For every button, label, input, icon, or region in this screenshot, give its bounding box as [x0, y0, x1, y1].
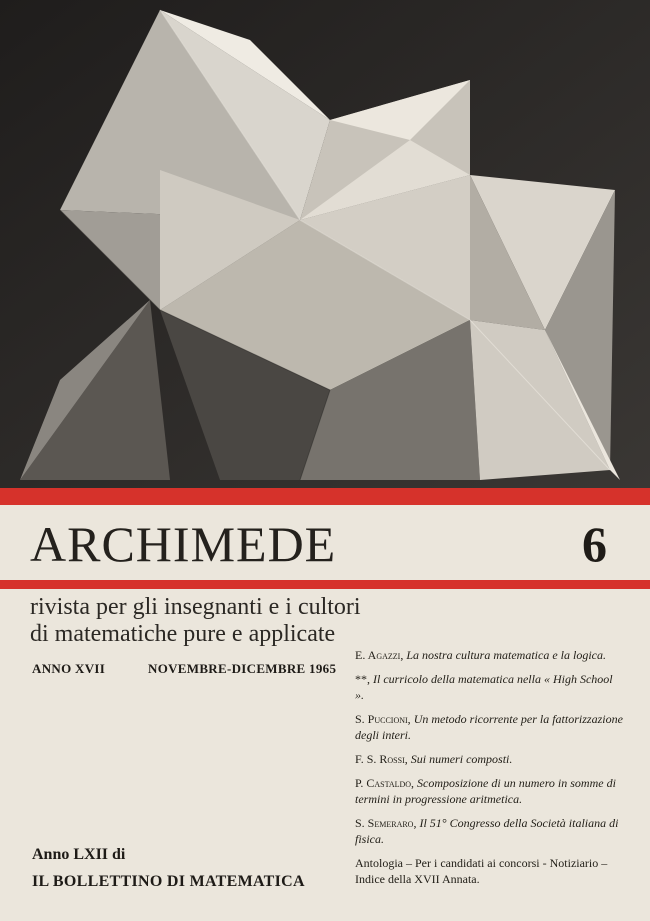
entry-author: P. Castaldo, [355, 776, 415, 790]
top-red-band [0, 488, 650, 505]
magazine-subtitle [30, 594, 360, 648]
subtitle-line-2: di matematiche pure e applicate [30, 621, 336, 647]
contents-entry [355, 775, 623, 807]
entry-title: La nostra cultura matematica e la logica. [403, 648, 606, 662]
contents-entry [355, 647, 623, 663]
entry-title: Sui numeri composti. [407, 752, 513, 766]
entry-title: Il curricolo della matematica nella « High School ». [355, 672, 613, 702]
issue-date: NOVEMBRE-DICEMBRE 1965 [148, 661, 337, 676]
entry-title: Il 51° Congresso della Società italiana di fisica. [355, 816, 619, 846]
entry-title: Un metodo ricorrente per la fattorizzazione degli interi. [355, 712, 623, 742]
issue-number: 6 [582, 516, 607, 572]
magazine-title: ARCHIMEDE [30, 516, 337, 572]
middle-red-band [0, 580, 650, 589]
table-of-contents [355, 647, 623, 895]
contents-entry [355, 815, 623, 847]
entry-author: F. S. Rossi, [355, 752, 408, 766]
entry-author: **, [355, 672, 370, 686]
entry-title: Scomposizione di un numero in somme di termini in progressione aritmetica. [355, 776, 616, 806]
entry-author: S. Puccioni, [355, 712, 411, 726]
contents-entry-misc [355, 855, 623, 887]
footer-bollettino: IL BOLLETTINO DI MATEMATICA [32, 873, 305, 890]
contents-entry [355, 671, 623, 703]
entry-sections: Antologia – Per i candidati ai concorsi - Notiziario – Indice della XVII Annata. [355, 856, 608, 886]
entry-author: S. Semeraro, [355, 816, 417, 830]
footer-anno: Anno LXII di [32, 846, 126, 863]
subtitle-line-1: rivista per gli insegnanti e i cultori [30, 594, 361, 620]
year-label: ANNO XVII [32, 661, 106, 676]
entry-author: E. Agazzi, [355, 648, 404, 662]
contents-entry [355, 711, 623, 743]
contents-entry [355, 751, 623, 767]
